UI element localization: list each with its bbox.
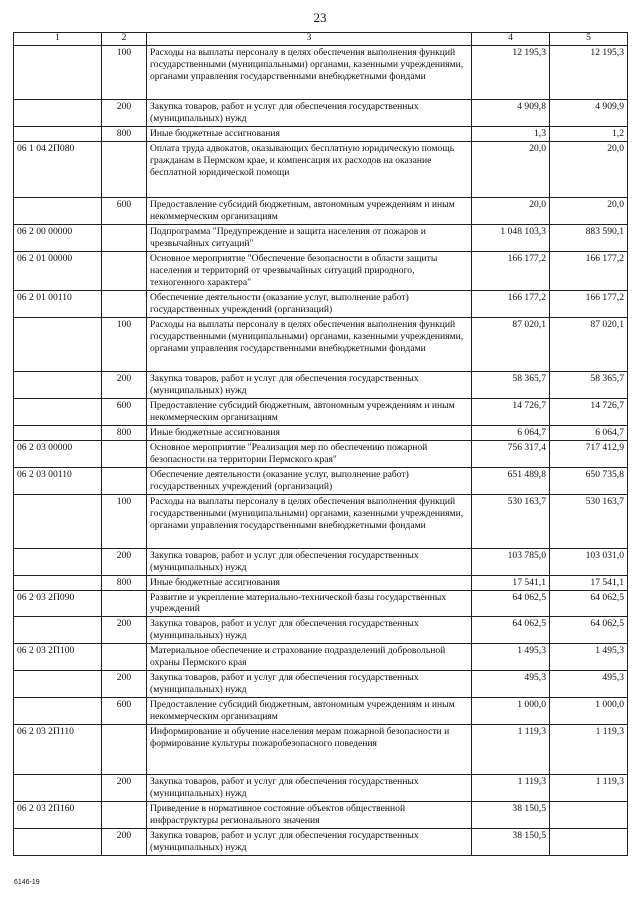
table-row bbox=[14, 126, 628, 141]
row-code bbox=[14, 197, 102, 224]
row-value-2020: 717 412,9 bbox=[550, 440, 628, 467]
row-value-2020: 1 495,3 bbox=[550, 644, 628, 671]
table-row bbox=[14, 802, 628, 829]
row-value-2020: 87 020,1 bbox=[550, 317, 628, 371]
row-expense-type bbox=[102, 141, 147, 197]
row-name: Закупка товаров, работ и услуг для обеспечения государственных (муниципальных) нужд bbox=[147, 99, 472, 126]
row-value-2019: 495,3 bbox=[472, 671, 550, 698]
table-row bbox=[14, 251, 628, 290]
row-code: 06 2 01 00110 bbox=[14, 290, 102, 317]
row-code: 06 2 03 2П110 bbox=[14, 725, 102, 775]
row-name: Приведение в нормативное состояние объектов общественной инфраструктуры регионального значения bbox=[147, 802, 472, 829]
row-expense-type bbox=[102, 725, 147, 775]
row-expense-type: 100 bbox=[102, 317, 147, 371]
row-value-2019: 58 365,7 bbox=[472, 371, 550, 398]
row-value-2020: 166 177,2 bbox=[550, 290, 628, 317]
row-value-2019: 17 541,1 bbox=[472, 575, 550, 590]
row-code bbox=[14, 698, 102, 725]
row-code: 06 1 04 2П080 bbox=[14, 141, 102, 197]
row-value-2019: 1 119,3 bbox=[472, 775, 550, 802]
row-expense-type: 200 bbox=[102, 617, 147, 644]
row-value-2020: 1,2 bbox=[550, 126, 628, 141]
row-code bbox=[14, 575, 102, 590]
row-expense-type bbox=[102, 590, 147, 617]
row-expense-type bbox=[102, 467, 147, 494]
row-expense-type bbox=[102, 224, 147, 251]
row-code: 06 2 03 2П160 bbox=[14, 802, 102, 829]
row-name: Закупка товаров, работ и услуг для обеспечения государственных (муниципальных) нужд bbox=[147, 548, 472, 575]
row-expense-type: 200 bbox=[102, 548, 147, 575]
row-value-2019: 1,3 bbox=[472, 126, 550, 141]
row-value-2020: 883 590,1 bbox=[550, 224, 628, 251]
row-value-2020: 530 163,7 bbox=[550, 494, 628, 548]
row-value-2019: 14 726,7 bbox=[472, 398, 550, 425]
table-row bbox=[14, 829, 628, 856]
row-expense-type: 600 bbox=[102, 398, 147, 425]
row-name: Закупка товаров, работ и услуг для обеспечения государственных (муниципальных) нужд bbox=[147, 617, 472, 644]
row-value-2019: 166 177,2 bbox=[472, 290, 550, 317]
row-value-2019: 20,0 bbox=[472, 197, 550, 224]
row-value-2020: 17 541,1 bbox=[550, 575, 628, 590]
table-header-row bbox=[14, 33, 628, 46]
row-code: 06 2 03 00000 bbox=[14, 440, 102, 467]
row-name: Основное мероприятие "Реализация мер по обеспечению пожарной безопасности на территории Пермского края" bbox=[147, 440, 472, 467]
table-row bbox=[14, 440, 628, 467]
row-value-2020: 650 735,8 bbox=[550, 467, 628, 494]
row-code bbox=[14, 99, 102, 126]
table-row bbox=[14, 590, 628, 617]
row-code bbox=[14, 126, 102, 141]
row-expense-type: 200 bbox=[102, 371, 147, 398]
row-expense-type bbox=[102, 802, 147, 829]
row-expense-type: 800 bbox=[102, 575, 147, 590]
table-row bbox=[14, 224, 628, 251]
row-code: 06 2 01 00000 bbox=[14, 251, 102, 290]
row-value-2020 bbox=[550, 829, 628, 856]
table-row bbox=[14, 644, 628, 671]
row-code bbox=[14, 548, 102, 575]
row-name: Обеспечение деятельности (оказание услуг, выполнение работ) государственных учреждений (организаций) bbox=[147, 467, 472, 494]
table-row bbox=[14, 141, 628, 197]
row-expense-type bbox=[102, 440, 147, 467]
row-expense-type: 600 bbox=[102, 197, 147, 224]
table-row bbox=[14, 99, 628, 126]
table-row bbox=[14, 371, 628, 398]
row-value-2020: 12 195,3 bbox=[550, 45, 628, 99]
row-code bbox=[14, 425, 102, 440]
column-header: 3 bbox=[147, 33, 472, 46]
row-code bbox=[14, 494, 102, 548]
budget-table bbox=[13, 32, 628, 856]
row-name: Материальное обеспечение и страхование подразделений добровольной охраны Пермского края bbox=[147, 644, 472, 671]
row-value-2020: 1 000,0 bbox=[550, 698, 628, 725]
row-value-2019: 6 064,7 bbox=[472, 425, 550, 440]
row-name: Иные бюджетные ассигнования bbox=[147, 126, 472, 141]
table-row bbox=[14, 317, 628, 371]
row-expense-type: 100 bbox=[102, 45, 147, 99]
row-name: Подпрограмма "Предупреждение и защита населения от пожаров и чрезвычайных ситуаций" bbox=[147, 224, 472, 251]
row-value-2020: 1 119,3 bbox=[550, 725, 628, 775]
row-name: Закупка товаров, работ и услуг для обеспечения государственных (муниципальных) нужд bbox=[147, 829, 472, 856]
row-name: Иные бюджетные ассигнования bbox=[147, 575, 472, 590]
row-value-2019: 1 495,3 bbox=[472, 644, 550, 671]
column-header: 1 bbox=[14, 33, 102, 46]
row-code: 06 2 00 00000 bbox=[14, 224, 102, 251]
row-code bbox=[14, 398, 102, 425]
row-expense-type: 200 bbox=[102, 671, 147, 698]
table-row bbox=[14, 290, 628, 317]
row-value-2019: 756 317,4 bbox=[472, 440, 550, 467]
row-name: Расходы на выплаты персоналу в целях обеспечения выполнения функций государственными (муниципальными) органами, казенными учреждениями, органами управления государственными внебюджетными фондами bbox=[147, 494, 472, 548]
row-expense-type: 800 bbox=[102, 425, 147, 440]
row-name: Расходы на выплаты персоналу в целях обеспечения выполнения функций государственными (муниципальными) органами, казенными учреждениями, органами управления государственными внебюджетными фондами bbox=[147, 317, 472, 371]
column-header: 2 bbox=[102, 33, 147, 46]
row-code bbox=[14, 671, 102, 698]
row-value-2019: 64 062,5 bbox=[472, 590, 550, 617]
row-value-2019: 38 150,5 bbox=[472, 829, 550, 856]
row-value-2019: 20,0 bbox=[472, 141, 550, 197]
row-value-2020: 20,0 bbox=[550, 197, 628, 224]
row-name: Закупка товаров, работ и услуг для обеспечения государственных (муниципальных) нужд bbox=[147, 371, 472, 398]
table-row bbox=[14, 494, 628, 548]
column-header: 5 bbox=[550, 33, 628, 46]
table-row bbox=[14, 425, 628, 440]
row-value-2020: 1 119,3 bbox=[550, 775, 628, 802]
row-code: 06 2 03 00110 bbox=[14, 467, 102, 494]
row-value-2020: 6 064,7 bbox=[550, 425, 628, 440]
row-expense-type: 800 bbox=[102, 126, 147, 141]
row-expense-type: 600 bbox=[102, 698, 147, 725]
row-value-2019: 1 119,3 bbox=[472, 725, 550, 775]
row-value-2020: 166 177,2 bbox=[550, 251, 628, 290]
row-name: Закупка товаров, работ и услуг для обеспечения государственных (муниципальных) нужд bbox=[147, 775, 472, 802]
table-row bbox=[14, 671, 628, 698]
row-value-2019: 12 195,3 bbox=[472, 45, 550, 99]
row-value-2020: 4 909,9 bbox=[550, 99, 628, 126]
row-expense-type bbox=[102, 290, 147, 317]
row-value-2020: 14 726,7 bbox=[550, 398, 628, 425]
row-name: Закупка товаров, работ и услуг для обеспечения государственных (муниципальных) нужд bbox=[147, 671, 472, 698]
row-name: Обеспечение деятельности (оказание услуг, выполнение работ) государственных учреждений (организаций) bbox=[147, 290, 472, 317]
row-expense-type: 200 bbox=[102, 99, 147, 126]
row-code: 06 2 03 2П090 bbox=[14, 590, 102, 617]
table-row bbox=[14, 548, 628, 575]
row-expense-type bbox=[102, 644, 147, 671]
row-value-2020 bbox=[550, 802, 628, 829]
row-name: Предоставление субсидий бюджетным, автономным учреждениям и иным некоммерческим организациям bbox=[147, 197, 472, 224]
table-row bbox=[14, 467, 628, 494]
row-value-2019: 38 150,5 bbox=[472, 802, 550, 829]
row-value-2019: 1 000,0 bbox=[472, 698, 550, 725]
column-header: 4 bbox=[472, 33, 550, 46]
row-value-2019: 1 048 103,3 bbox=[472, 224, 550, 251]
row-code bbox=[14, 829, 102, 856]
row-expense-type: 200 bbox=[102, 829, 147, 856]
table-row bbox=[14, 45, 628, 99]
table-row bbox=[14, 575, 628, 590]
page-number: 23 bbox=[313, 10, 327, 25]
row-name: Иные бюджетные ассигнования bbox=[147, 425, 472, 440]
row-code bbox=[14, 45, 102, 99]
table-row bbox=[14, 725, 628, 775]
row-name: Основное мероприятие "Обеспечение безопасности в области защиты населения и территорий от чрезвычайных ситуаций природного, техногенного характера" bbox=[147, 251, 472, 290]
row-name: Развитие и укрепление материально-технической базы государственных учреждений bbox=[147, 590, 472, 617]
row-value-2020: 64 062,5 bbox=[550, 617, 628, 644]
table-row bbox=[14, 775, 628, 802]
row-name: Расходы на выплаты персоналу в целях обеспечения выполнения функций государственными (муниципальными) органами, казенными учреждениями, органами управления государственными внебюджетными фондами bbox=[147, 45, 472, 99]
row-value-2020: 495,3 bbox=[550, 671, 628, 698]
row-value-2019: 166 177,2 bbox=[472, 251, 550, 290]
table-row bbox=[14, 197, 628, 224]
row-code bbox=[14, 317, 102, 371]
row-value-2019: 64 062,5 bbox=[472, 617, 550, 644]
row-name: Оплата труда адвокатов, оказывающих бесплатную юридическую помощь гражданам в Пермском крае, и компенсация их расходов на оказание бесплатной юридической помощи bbox=[147, 141, 472, 197]
row-code bbox=[14, 775, 102, 802]
row-value-2019: 87 020,1 bbox=[472, 317, 550, 371]
document-code: 6146-19 bbox=[14, 879, 40, 886]
table-row bbox=[14, 398, 628, 425]
table-row bbox=[14, 617, 628, 644]
row-code bbox=[14, 617, 102, 644]
row-name: Предоставление субсидий бюджетным, автономным учреждениям и иным некоммерческим организациям bbox=[147, 698, 472, 725]
row-name: Предоставление субсидий бюджетным, автономным учреждениям и иным некоммерческим организациям bbox=[147, 398, 472, 425]
row-code bbox=[14, 371, 102, 398]
row-value-2020: 58 365,7 bbox=[550, 371, 628, 398]
table-row bbox=[14, 698, 628, 725]
row-value-2019: 103 785,0 bbox=[472, 548, 550, 575]
row-value-2019: 4 909,8 bbox=[472, 99, 550, 126]
row-value-2019: 530 163,7 bbox=[472, 494, 550, 548]
row-code: 06 2 03 2П100 bbox=[14, 644, 102, 671]
row-expense-type: 100 bbox=[102, 494, 147, 548]
row-expense-type: 200 bbox=[102, 775, 147, 802]
row-value-2020: 20,0 bbox=[550, 141, 628, 197]
row-value-2020: 103 031,0 bbox=[550, 548, 628, 575]
row-name: Информирование и обучение населения мерам пожарной безопасности и формирование культуры пожаробезопасного поведения bbox=[147, 725, 472, 775]
row-expense-type bbox=[102, 251, 147, 290]
row-value-2020: 64 062,5 bbox=[550, 590, 628, 617]
row-value-2019: 651 489,8 bbox=[472, 467, 550, 494]
